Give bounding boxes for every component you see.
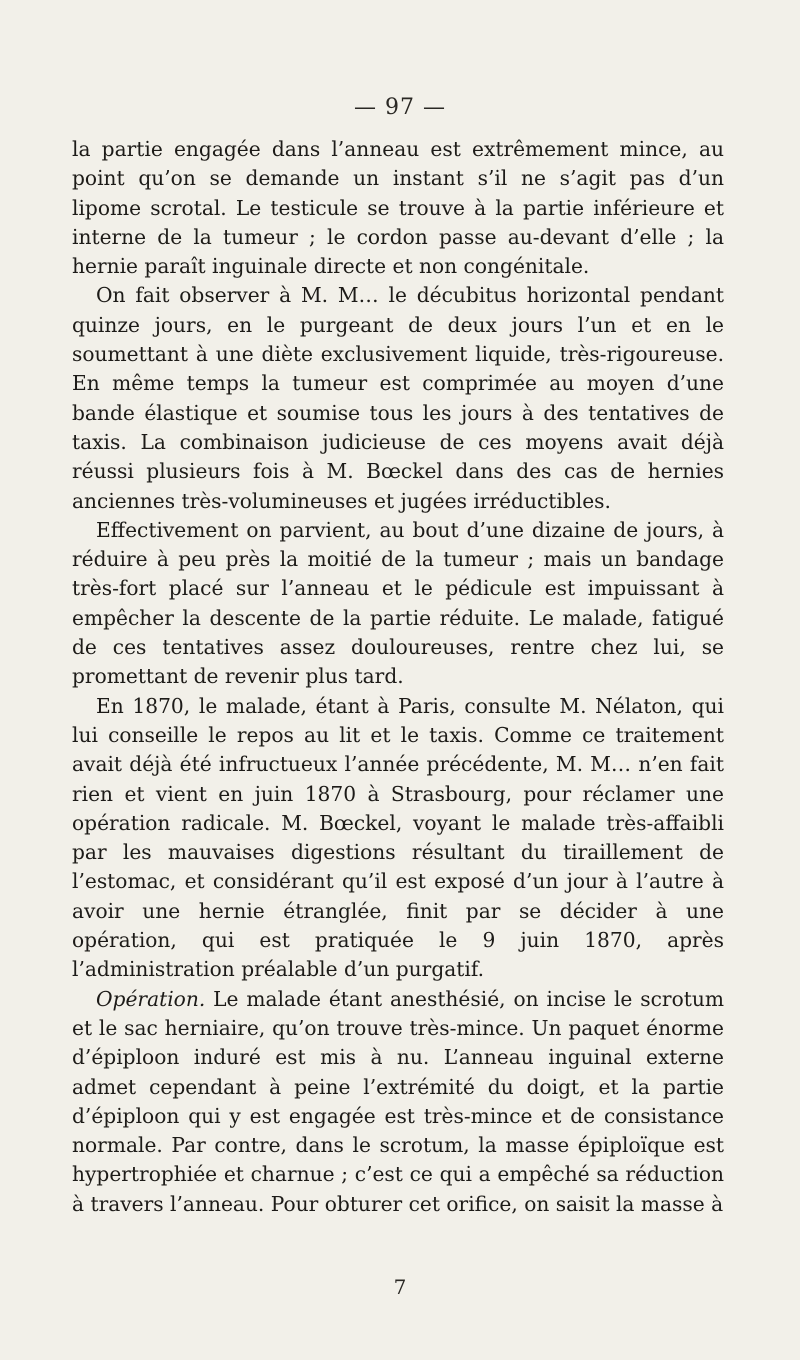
- body-text: [72, 135, 724, 1219]
- page-number: — 97 —: [354, 95, 446, 120]
- paragraph-treatment: On fait observer à M. M… le décubitus horizontal pendant quinze jours, en le purgeant de deux jours l’un et en le soumettant à une diète exclusivement liquide, très-rigoureuse. En même temps la tumeur est comprimée au moyen d’une bande élastique et soumise tous les jours à des tentatives de taxis. La combinaison judicieuse de ces moyens avait déjà réussi plusieurs fois à M. Bœckel dans des cas de hernies anciennes très-volumineuses et jugées irréductibles.: [72, 283, 724, 513]
- paragraph-operation: [72, 985, 724, 1219]
- paragraph-continuation: la partie engagée dans l’anneau est extrêmement mince, au point qu’on se demande un instant s’il ne s’agit pas d’un lipome scrotal. Le testicule se trouve à la partie inférieure et interne de la tumeur ; le cordon passe au-devant d’elle ; la hernie paraît inguinale directe et non congénitale.: [72, 137, 724, 279]
- paragraph-1870: En 1870, le malade, étant à Paris, consulte M. Nélaton, qui lui conseille le repos au lit et le taxis. Comme ce traitement avait déjà été infructueux l’année précédente, M. M… n’en fait rien et vient en juin 1870 à Strasbourg, pour réclamer une opération radicale. M. Bœckel, voyant le malade très-affaibli par les mauvaises digestions résultant du tiraillement de l’estomac, et considérant qu’il est exposé d’un jour à l’autre à avoir une hernie étranglée, finit par se décider à une opération, qui est pratiquée le 9 juin 1870, après l’administration préalable d’un purgatif.: [72, 693, 724, 982]
- operation-heading: Opération.: [96, 986, 206, 1011]
- signature-mark: 7: [393, 1275, 407, 1299]
- operation-text: Le malade étant anesthésié, on incise le scrotum et le sac herniaire, qu’on trouve très-mince. Un paquet énorme d’épiploon induré est mis à nu. L’anneau inguinal externe admet cependant à peine l’extrémité du doigt, et la partie d’épiploon qui y est engagée est très-mince et de consistance normale. Par contre, dans le scrotum, la masse épiploïque est hypertrophiée et charnue ; c’est ce qui a empêché sa réduction à travers l’anneau. Pour obturer cet orifice, on saisit la masse à: [72, 986, 724, 1216]
- paragraph-reduction: Effectivement on parvient, au bout d’une dizaine de jours, à réduire à peu près la moitié de la tumeur ; mais un bandage très-fort placé sur l’anneau et le pédicule est impuissant à empêcher la descente de la partie réduite. Le malade, fatigué de ces tentatives assez douloureuses, rentre chez lui, se promettant de revenir plus tard.: [72, 517, 724, 689]
